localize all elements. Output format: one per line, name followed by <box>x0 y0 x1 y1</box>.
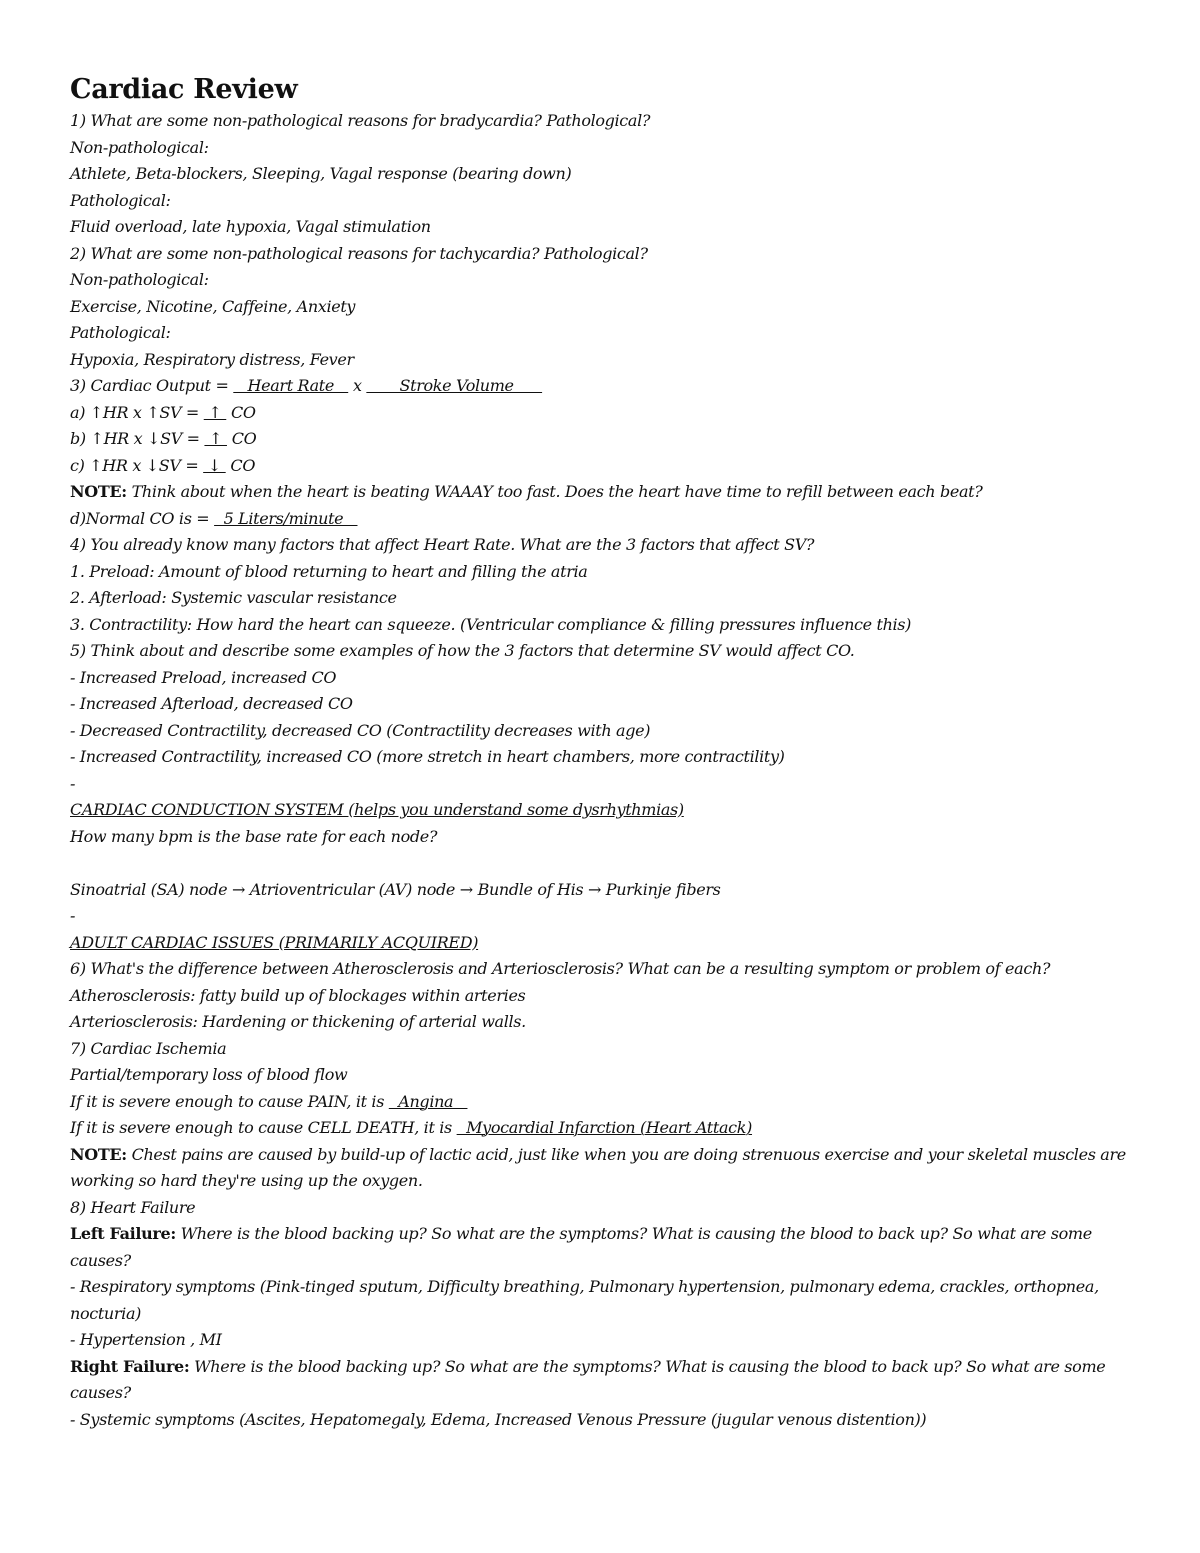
arrow-right-icon: → <box>231 879 246 899</box>
q8-right-answer-1: - Systemic symptoms (Ascites, Hepatomegaly, Edema, Increased Venous Pressure (jugular venous distention)) <box>70 1409 927 1429</box>
document-page <box>70 72 1130 1433</box>
q7-note-label: NOTE: <box>70 1144 127 1164</box>
q8-left-label: Left Failure: <box>70 1224 176 1243</box>
page-title: Cardiac Review <box>70 74 298 105</box>
q8-question: 8) Heart Failure <box>70 1197 196 1217</box>
conduction-pathway <box>70 877 1130 904</box>
q3-a <box>70 400 1130 427</box>
q2-nonpath-answer: Exercise, Nicotine, Caffeine, Anxiety <box>70 296 356 316</box>
q3-prefix: 3) Cardiac Output = <box>70 376 234 395</box>
q3-note <box>70 479 1130 506</box>
q1-path-answer: Fluid overload, late hypoxia, Vagal stimulation <box>70 217 431 236</box>
q7-note-text: Chest pains are caused by build-up of lactic acid, just like when you are doing strenuous exercise and your skeletal muscles are working so hard they're using up the oxygen. <box>70 1144 1126 1190</box>
q3-note-text: Think about when the heart is beating WAAAY too fast. Does the heart have time to refill between each beat? <box>126 482 983 501</box>
document-body <box>70 108 1130 1433</box>
blank-line <box>70 850 1130 877</box>
q8-left-answer-1: - Respiratory symptoms (Pink-tinged sputum, Difficulty breathing, Pulmonary hypertension, pulmonary edema, crackles, orthopnea, nocturia) <box>70 1277 1099 1323</box>
q8-right-label: Right Failure: <box>70 1356 190 1376</box>
q3-a-prefix: a) ↑HR x ↑SV = <box>70 402 204 422</box>
q1-nonpath-answer: Athlete, Beta-blockers, Sleeping, Vagal response (bearing down) <box>70 164 572 183</box>
q8-right-text: Where is the blood backing up? So what are the symptoms? What is causing the blood to back up? So what are some causes? <box>70 1356 1106 1402</box>
q4-item-preload: 1. Preload: Amount of blood returning to heart and filling the atria <box>70 561 588 581</box>
q6-question: 6) What's the difference between Atherosclerosis and Arteriosclerosis? What can be a resulting symptom or problem of each? <box>70 959 1051 978</box>
q7-question: 7) Cardiac Ischemia <box>70 1038 227 1058</box>
q3-d-prefix: d)Normal CO is = <box>70 508 215 528</box>
q2-path-label: Pathological: <box>70 323 171 342</box>
q6-answer-atherosclerosis: Atherosclerosis: fatty build up of blockages within arteries <box>70 985 526 1005</box>
q3-c-prefix: c) ↑HR x ↓SV = <box>70 455 204 475</box>
q3-blank-heart-rate: Heart Rate <box>233 376 349 395</box>
q3-c-blank: ↓ <box>203 455 226 475</box>
q3-d-blank: 5 Liters/minute <box>214 508 358 528</box>
q6-answer-arteriosclerosis: Arteriosclerosis: Hardening or thickening of arterial walls. <box>70 1012 526 1031</box>
q5-item: - Decreased Contractility, decreased CO (Contractility decreases with age) <box>70 720 651 740</box>
separator-dash: - <box>70 773 76 793</box>
q5-item: - Increased Afterload, decreased CO <box>70 694 353 713</box>
q4-item-contractility: 3. Contractility: How hard the heart can squeeze. (Ventricular compliance & filling pressures influence this) <box>70 614 912 634</box>
node-purkinje: Purkinje fibers <box>605 879 721 899</box>
q2-nonpath-label: Non-pathological: <box>70 270 209 289</box>
q3-blank-stroke-volume: Stroke Volume <box>366 376 543 395</box>
q3-d <box>70 506 1130 533</box>
separator-dash: - <box>70 906 76 925</box>
q1-question: 1) What are some non-pathological reasons for bradycardia? Pathological? <box>70 111 651 130</box>
q3-b-prefix: b) ↑HR x ↓SV = <box>70 429 205 448</box>
q3-formula <box>70 373 1130 400</box>
q3-b-suffix: CO <box>226 429 257 448</box>
q7-pain-prefix: If it is severe enough to cause PAIN, it is <box>70 1091 389 1111</box>
q7-note <box>70 1142 1130 1195</box>
q3-c <box>70 453 1130 480</box>
q3-c-suffix: CO <box>225 455 256 475</box>
q5-item: - Increased Preload, increased CO <box>70 667 337 687</box>
node-sa: Sinoatrial (SA) node <box>70 879 228 899</box>
q7-pain-blank: Angina <box>388 1091 468 1111</box>
q8-left-text: Where is the blood backing up? So what are the symptoms? What is causing the blood to back up? So what are some causes? <box>70 1224 1092 1270</box>
q7-death-blank: Myocardial Infarction (Heart Attack) <box>456 1118 753 1137</box>
q5-question: 5) Think about and describe some examples of how the 3 factors that determine SV would affect CO. <box>70 641 855 660</box>
q8-right <box>70 1354 1130 1407</box>
q3-note-label: NOTE: <box>70 482 127 501</box>
q3-a-blank: ↑ <box>203 402 227 422</box>
q3-a-suffix: CO <box>226 402 256 422</box>
q4-item-afterload: 2. Afterload: Systemic vascular resistance <box>70 588 397 607</box>
q2-question: 2) What are some non-pathological reasons for tachycardia? Pathological? <box>70 243 648 263</box>
conduction-heading: CARDIAC CONDUCTION SYSTEM (helps you understand some dysrhythmias) <box>70 800 684 819</box>
q4-question: 4) You already know many factors that affect Heart Rate. What are the 3 factors that affect SV? <box>70 535 815 554</box>
q8-left <box>70 1221 1130 1274</box>
adult-heading: ADULT CARDIAC ISSUES (PRIMARILY ACQUIRED) <box>70 932 479 952</box>
q1-path-label: Pathological: <box>70 190 171 210</box>
q2-path-answer: Hypoxia, Respiratory distress, Fever <box>70 349 354 369</box>
conduction-question: How many bpm is the base rate for each node? <box>70 826 438 846</box>
node-bundle-of-his: Bundle of His <box>477 879 584 899</box>
arrow-right-icon: → <box>459 879 473 899</box>
q7-pain <box>70 1089 1130 1116</box>
q7-line1: Partial/temporary loss of blood flow <box>70 1065 348 1084</box>
q8-left-answer-2: - Hypertension , MI <box>70 1330 222 1349</box>
node-av: Atrioventricular (AV) node <box>249 879 455 899</box>
q3-times: x <box>348 376 367 395</box>
arrow-right-icon: → <box>587 879 602 899</box>
q5-item: - Increased Contractility, increased CO (more stretch in heart chambers, more contractility) <box>70 747 785 766</box>
q7-death-prefix: If it is severe enough to cause CELL DEATH, it is <box>70 1118 457 1137</box>
q3-b <box>70 426 1130 453</box>
q7-death <box>70 1115 1130 1142</box>
q1-nonpath-label: Non-pathological: <box>70 137 209 157</box>
q3-b-blank: ↑ <box>204 429 227 448</box>
